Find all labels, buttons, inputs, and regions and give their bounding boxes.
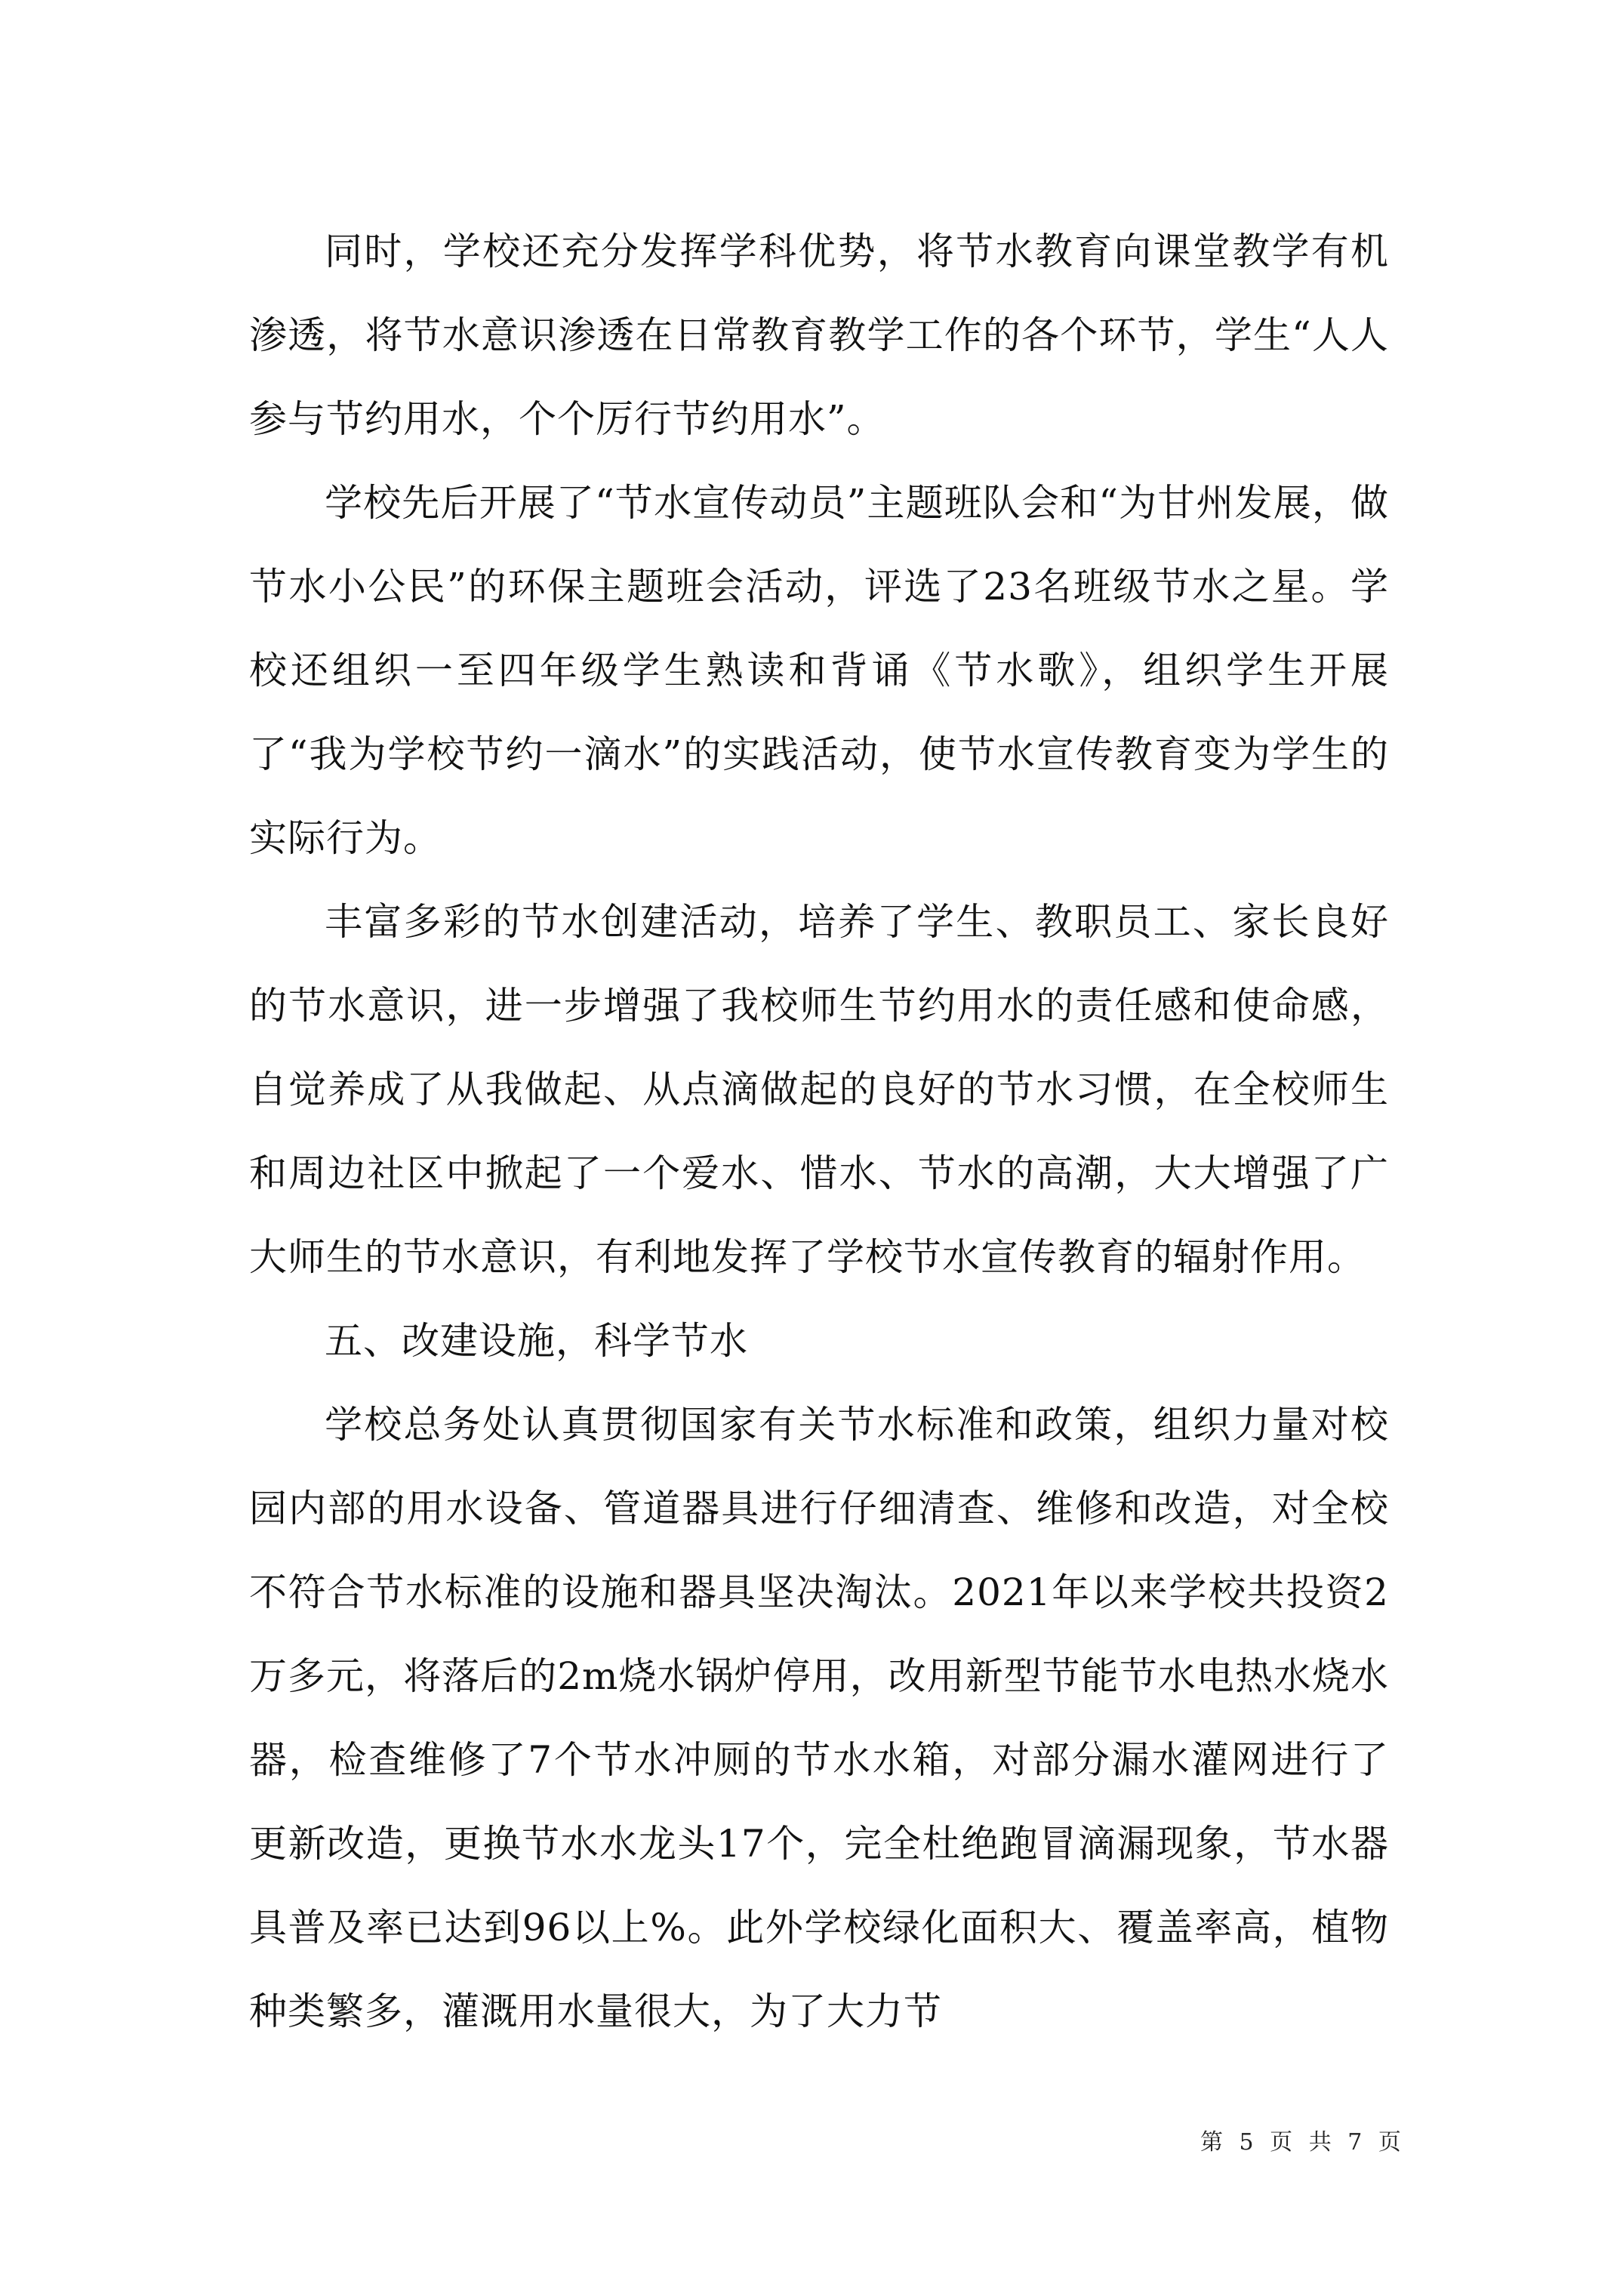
section-heading: 五、改建设施，科学节水 (325, 1319, 748, 1363)
paragraph-awareness: 丰富多彩的节水创建活动，培养了学生、教职员工、家长良好的节水意识，进一步增强了我校师生节约用水的责任感和使命感，自觉养成了从我做起、从点滴做起的良好的节水习惯，在全校师生和周边社区中掀起了一个爱水、惜水、节水的高潮，大大增强了广大师生的节水意识，有利地发挥了学校节水宣传教育的辐射作用。 (249, 900, 1389, 1279)
paragraph-class-activities: 学校先后开展了“节水宣传动员”主题班队会和“为甘州发展，做节水小公民”的环保主题班会活动，评选了23名班级节水之星。学校还组织一至四年级学生熟读和背诵《节水歌》，组织学生开展了“我为学校节约一滴水”的实践活动，使节水宣传教育变为学生的实际行为。 (249, 481, 1389, 860)
paragraph-facility-renovation: 学校总务处认真贯彻国家有关节水标准和政策，组织力量对校园内部的用水设备、管道器具进行仔细清查、维修和改造，对全校不符合节水标准的设施和器具坚决淘汰。2021年以来学校共投资2万多元，将落后的2m烧水锅炉停用，改用新型节能节水电热水烧水器，检查维修了7个节水冲厕的节水水箱，对部分漏水灌网进行了更新改造，更换节水水龙头17个，完全杜绝跑冒滴漏现象，节水器具普及率已达到96以上%。此外学校绿化面积大、覆盖率高，植物种类繁多，灌溉用水量很大，为了大力节 (249, 1403, 1389, 2033)
body-text (249, 210, 1389, 2054)
page-number-footer: 第 5 页 共 7 页 (1200, 2129, 1406, 2156)
paragraph-curriculum-integration: 同时，学校还充分发挥学科优势，将节水教育向课堂教学有机渗透，将节水意识渗透在日常教育教学工作的各个环节，学生“人人参与节约用水，个个厉行节约用水”。 (249, 230, 1389, 441)
